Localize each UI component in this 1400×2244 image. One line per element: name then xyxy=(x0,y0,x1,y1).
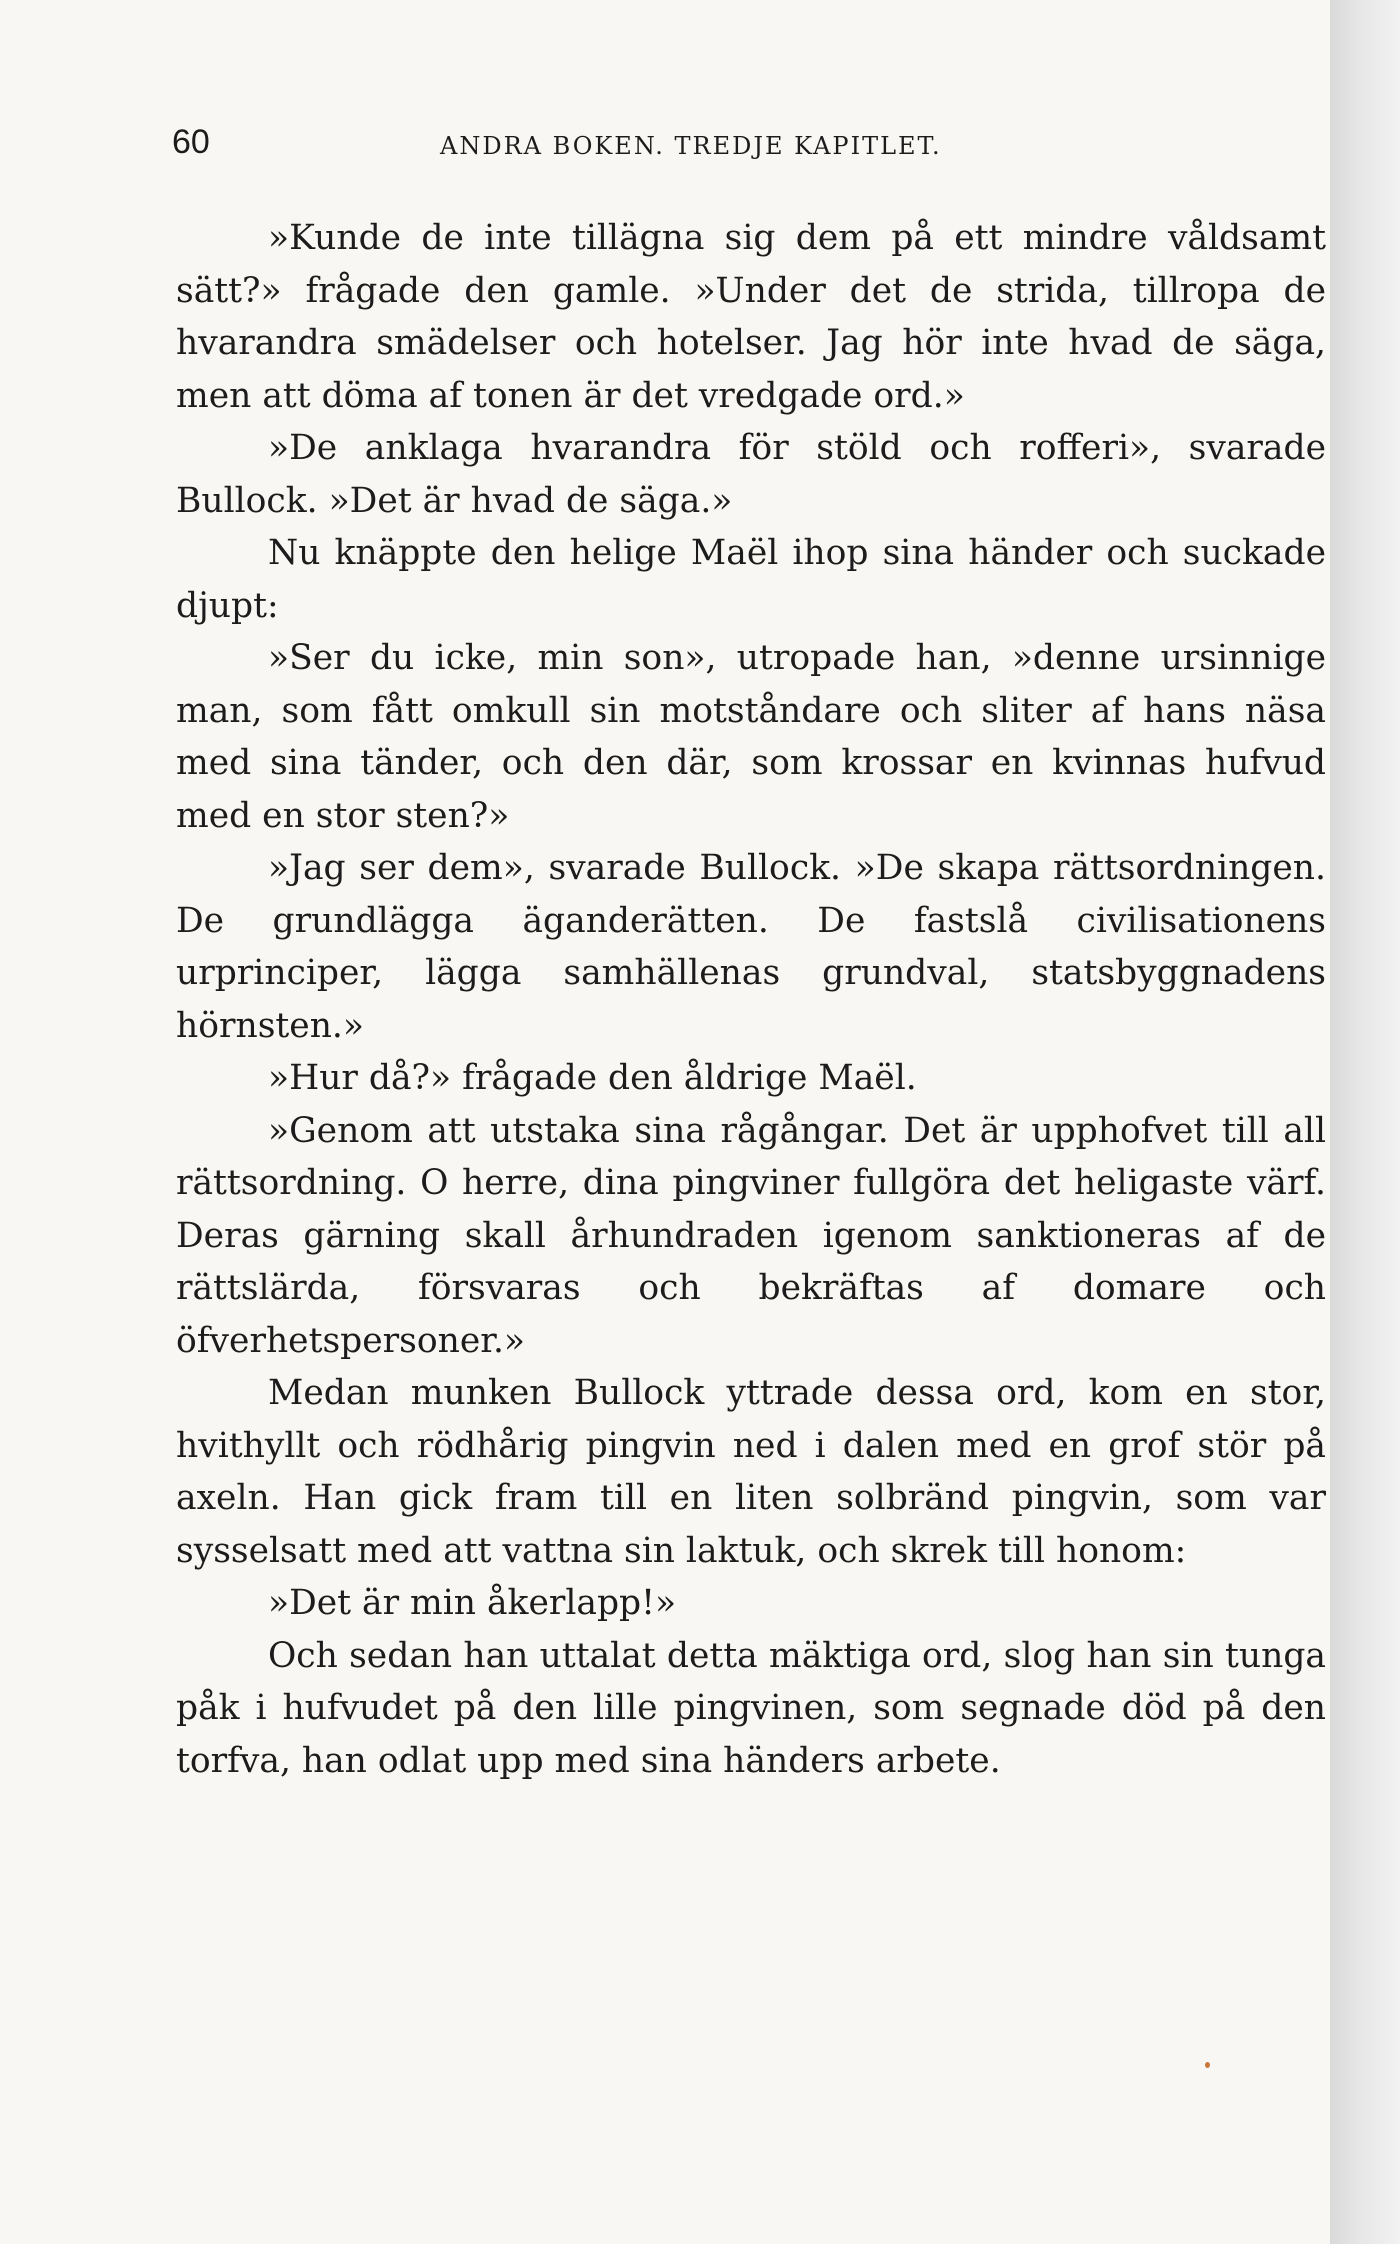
body-text xyxy=(176,212,1326,1787)
paragraph: »De anklaga hvarandra för stöld och rofferi», svarade Bullock. »Det är hvad de säga.» xyxy=(176,428,1326,521)
paragraph: »Hur då?» frågade den åldrige Maël. xyxy=(268,1058,917,1098)
paragraph: »Ser du icke, min son», utropade han, »denne ursinnige man, som fått omkull sin motståndare och sliter af hans näsa med sina tänder, och den där, som krossar en kvinnas hufvud med en stor sten?» xyxy=(176,638,1326,836)
paragraph: »Det är min åkerlapp!» xyxy=(268,1583,677,1623)
page-number: 60 xyxy=(172,123,210,161)
running-head: ANDRA BOKEN. TREDJE KAPITLET. xyxy=(440,132,942,160)
paragraph: Och sedan han uttalat detta mäktiga ord, slog han sin tunga påk i hufvudet på den lille pingvinen, som segnade död på den torfva, han odlat upp med sina händers arbete. xyxy=(176,1635,1326,1781)
paragraph: »Kunde de inte tillägna sig dem på ett mindre våldsamt sätt?» frågade den gamle. »Under det de strida, tillropa de hvarandra smädelser och hotelser. Jag hör inte hvad de säga, men att döma af tonen är det vredgade ord.» xyxy=(176,218,1326,416)
ink-speck xyxy=(1205,2062,1210,2068)
page-header xyxy=(172,118,1332,166)
paragraph: »Genom att utstaka sina rågångar. Det är upphofvet till all rättsordning. O herre, dina pingviner fullgöra det heligaste värf. Deras gärning skall århundraden igenom sanktioneras af de rättslärda, försvaras och bekräftas af domare och öfverhetspersoner.» xyxy=(176,1110,1326,1361)
page-edge-shadow xyxy=(1330,0,1400,2244)
paragraph: »Jag ser dem», svarade Bullock. »De skapa rättsordningen. De grundlägga äganderätten. De fastslå civilisationens urprinciper, lägga samhällenas grundval, statsbyggnadens hörnsten.» xyxy=(176,848,1326,1046)
paragraph: Nu knäppte den helige Maël ihop sina händer och suckade djupt: xyxy=(176,533,1326,626)
paragraph: Medan munken Bullock yttrade dessa ord, kom en stor, hvithyllt och rödhårig pingvin ned i dalen med en grof stör på axeln. Han gick fram till en liten solbränd pingvin, som var sysselsatt med att vattna sin laktuk, och skrek till honom: xyxy=(176,1373,1326,1571)
